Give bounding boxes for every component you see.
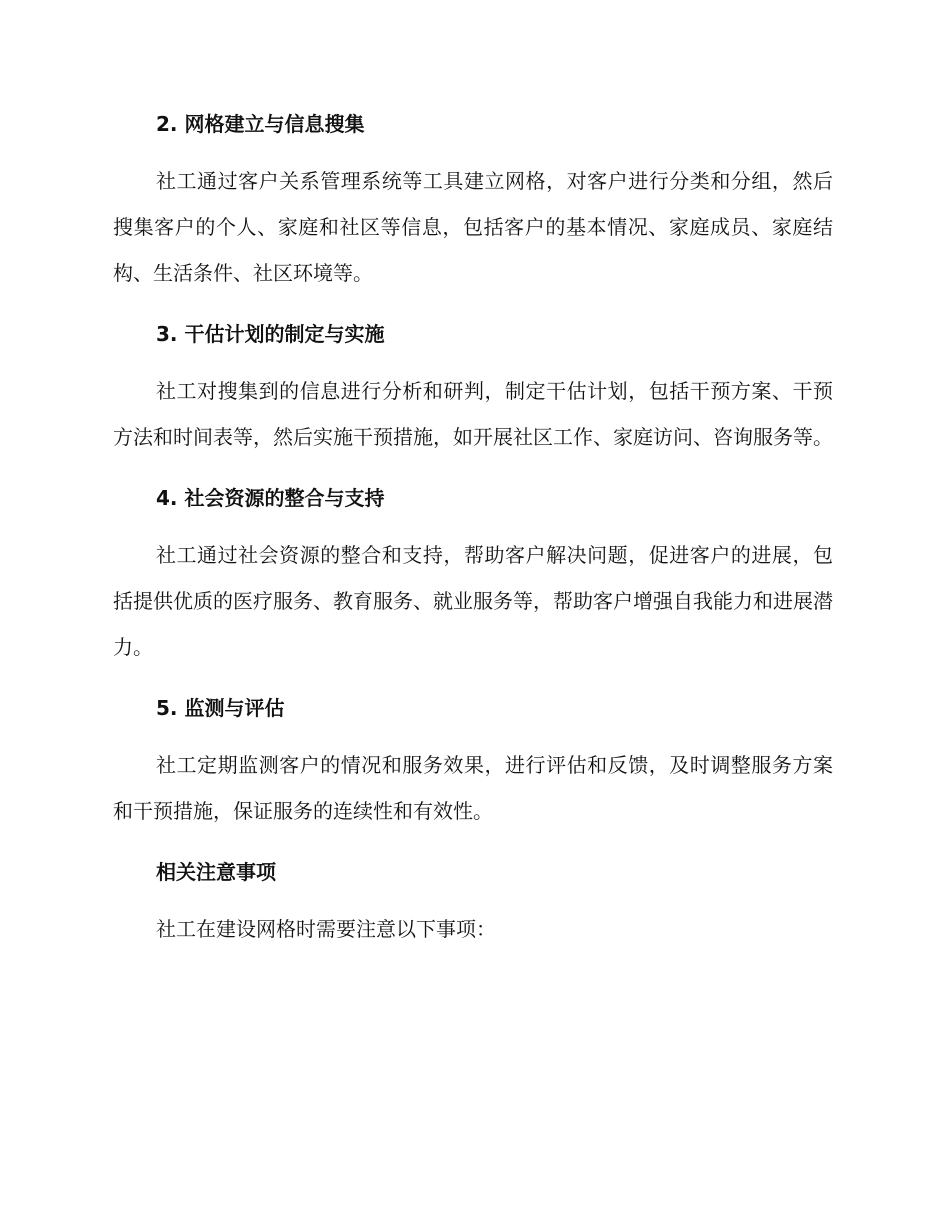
section-resource-integration	[113, 484, 833, 670]
document-content	[113, 110, 833, 976]
section-monitoring-evaluation	[113, 694, 833, 834]
section-notes	[113, 858, 833, 952]
section-heading: 2. 网格建立与信息搜集	[156, 112, 365, 136]
section-heading: 5. 监测与评估	[156, 696, 285, 720]
section-network-setup	[113, 110, 833, 296]
section-intervention-plan	[113, 320, 833, 460]
section-paragraph: 社工在建设网格时需要注意以下事项：	[156, 917, 496, 941]
section-heading: 相关注意事项	[156, 860, 276, 884]
section-paragraph: 社工通过客户关系管理系统等工具建立网格，对客户进行分类和分组，然后搜集客户的个人、家庭和社区等信息，包括客户的基本情况、家庭成员、家庭结构、生活条件、社区环境等。	[113, 169, 833, 285]
section-paragraph: 社工定期监测客户的情况和服务效果，进行评估和反馈，及时调整服务方案和干预措施，保证服务的连续性和有效性。	[113, 753, 833, 823]
section-paragraph: 社工通过社会资源的整合和支持，帮助客户解决问题，促进客户的进展，包括提供优质的医疗服务、教育服务、就业服务等，帮助客户增强自我能力和进展潜力。	[113, 543, 833, 659]
section-paragraph: 社工对搜集到的信息进行分析和研判，制定干估计划，包括干预方案、干预方法和时间表等，然后实施干预措施，如开展社区工作、家庭访问、咨询服务等。	[113, 379, 833, 449]
section-heading: 4. 社会资源的整合与支持	[156, 486, 385, 510]
section-heading: 3. 干估计划的制定与实施	[156, 322, 385, 346]
